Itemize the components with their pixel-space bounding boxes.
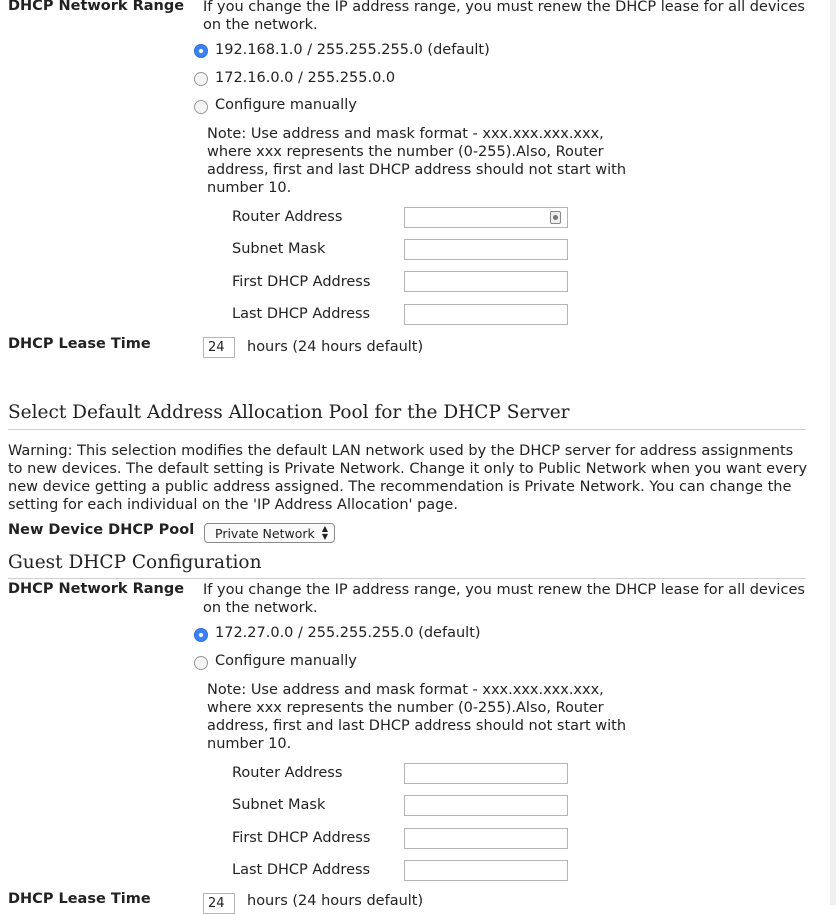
guest-address-format-note: Note: Use address and mask format - xxx.xxx.xxx.xxx, where xxx represents the number (0-255).Also, Router address, first and last DHCP address should not start with number 10. xyxy=(207,682,627,752)
guest-dhcp-network-range-label: DHCP Network Range xyxy=(8,581,185,597)
guest-section-divider xyxy=(8,578,806,579)
new-device-dhcp-pool-select[interactable] xyxy=(204,523,335,543)
pool-select-value: Private Network xyxy=(215,526,315,541)
page-scrollbar[interactable] xyxy=(830,0,836,905)
router-address-label: Router Address xyxy=(232,209,343,225)
first-dhcp-address-label: First DHCP Address xyxy=(232,274,371,290)
last-dhcp-address-label: Last DHCP Address xyxy=(232,306,371,322)
pool-section-title: Select Default Address Allocation Pool for the DHCP Server xyxy=(8,402,570,423)
radio-configure-manually-label[interactable]: Configure manually xyxy=(215,97,357,113)
guest-section-title: Guest DHCP Configuration xyxy=(8,552,262,573)
guest-lease-time-suffix: hours (24 hours default) xyxy=(247,893,424,909)
radio-range-192[interactable] xyxy=(194,44,208,58)
lease-time-input[interactable]: 24 xyxy=(203,337,235,358)
address-format-note: Note: Use address and mask format - xxx.xxx.xxx.xxx, where xxx represents the number (0-255).Also, Router address, first and last DHCP address should not start with number 10. xyxy=(207,126,627,196)
dhcp-range-note: If you change the IP address range, you must renew the DHCP lease for all devices on the network. xyxy=(203,0,805,33)
guest-dhcp-range-note: If you change the IP address range, you must renew the DHCP lease for all devices on the network. xyxy=(203,582,805,616)
dhcp-lease-time-label: DHCP Lease Time xyxy=(8,336,151,352)
pool-warning-text: Warning: This selection modifies the default LAN network used by the DHCP server for address assignments to new devices. The default setting is Private Network. Change it only to Public Network when you want every new device getting a public address assigned. The recommendation is Private Network. You can change the setting for each individual on the 'IP Address Allocation' page. xyxy=(8,443,808,513)
guest-router-address-input[interactable] xyxy=(404,763,568,784)
radio-configure-manually[interactable] xyxy=(194,100,208,114)
guest-radio-configure-manually-label[interactable]: Configure manually xyxy=(215,653,357,669)
radio-range-192-label[interactable]: 192.168.1.0 / 255.255.255.0 (default) xyxy=(215,42,490,58)
guest-first-dhcp-address-label: First DHCP Address xyxy=(232,830,371,846)
new-device-dhcp-pool-label: New Device DHCP Pool xyxy=(8,522,195,538)
lease-time-suffix: hours (24 hours default) xyxy=(247,339,424,355)
subnet-mask-input[interactable] xyxy=(404,239,568,260)
first-dhcp-address-input[interactable] xyxy=(404,271,568,292)
dhcp-network-range-label: DHCP Network Range xyxy=(8,0,185,14)
subnet-mask-label: Subnet Mask xyxy=(232,241,326,257)
guest-dhcp-lease-time-label: DHCP Lease Time xyxy=(8,891,151,907)
pool-section-divider xyxy=(8,429,806,430)
radio-range-172-16-label[interactable]: 172.16.0.0 / 255.255.0.0 xyxy=(215,70,396,86)
guest-radio-configure-manually[interactable] xyxy=(194,656,208,670)
guest-last-dhcp-address-label: Last DHCP Address xyxy=(232,862,371,878)
last-dhcp-address-input[interactable] xyxy=(404,304,568,325)
select-arrows-icon: ▲ ▼ xyxy=(321,524,328,541)
password-key-icon[interactable] xyxy=(550,211,561,224)
guest-radio-range-172-27[interactable] xyxy=(194,628,208,642)
guest-radio-range-172-27-label[interactable]: 172.27.0.0 / 255.255.255.0 (default) xyxy=(215,625,481,641)
guest-last-dhcp-address-input[interactable] xyxy=(404,860,568,881)
guest-first-dhcp-address-input[interactable] xyxy=(404,828,568,849)
guest-router-address-label: Router Address xyxy=(232,765,343,781)
guest-subnet-mask-input[interactable] xyxy=(404,795,568,816)
guest-lease-time-input[interactable]: 24 xyxy=(203,893,235,914)
radio-range-172-16[interactable] xyxy=(194,72,208,86)
router-address-input[interactable] xyxy=(404,207,568,228)
guest-subnet-mask-label: Subnet Mask xyxy=(232,797,326,813)
